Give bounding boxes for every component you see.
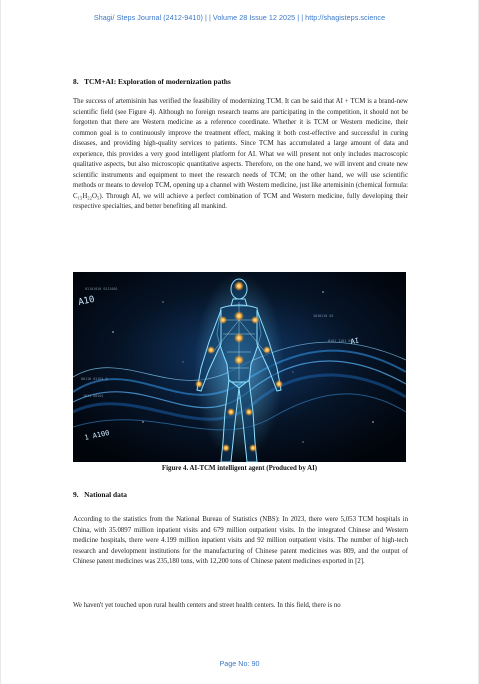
ai-body-illustration [73,272,406,462]
figure-label-a100: 1 A100 [83,428,111,442]
paragraph-national-data: According to the statistics from the National Bureau of Statistics (NBS): In 2023, there were 5,053 TCM hospitals in China, with 35.0897 million inpatient visits and 679 million outpatient visits. In the integrated Chinese and Western medicine hospitals, there were 4.199 million inpatient visits and 92 million outpatient visits. The number of high-tech research and development institutions for the manufacturing of Chinese patent medicines was 809, and the output of Chinese patent medicines was 235,180 tons, with 12,200 tons of Chinese patent medicines exported in [2]. [73,516,408,566]
page-number: Page No: 90 [219,659,260,668]
section-heading-9: 9. National data [73,490,127,499]
journal-header: Shagi/ Steps Journal (2412-9410) | | Volume 28 Issue 12 2025 | | http://shagisteps.science [93,13,386,22]
svg-text:1011 00101: 1011 00101 [83,394,104,398]
section-heading-8: 8. TCM+AI: Exploration of modernization paths [73,77,231,86]
svg-text:1010110 01: 1010110 01 [313,314,334,318]
figure-label-a10: A10 [77,294,96,308]
paragraph-tcm-ai: The success of artemisinin has verified the feasibility of modernizing TCM. It can be said that AI + TCM is a brand-new scientific field (see Figure 4). Although no foreign research teams are participating in the competition, it should not be forgotten that there are Western medicine as a reference coordinate. Whether it is TCM or Western medicine, their common goal is to continuously improve the treatment effect, making it both cost-effective and successful in curing diseases, and providing high-quality services to patients. Since TCM has accumulated a large amount of data and experience, this provides a very good intelligent platform for AI. What we will present not only includes macroscopic qualitative aspects, but also microscopic quantitative aspects. Therefore, on the one hand, we will invent and create new scientific instruments and equipment to meet the research needs of TCM; on the other hand, we will use scientific methods or means to develop TCM, opening up a channel with Western medicine, just like artemisinin (chemical formula: C₁₅H₂₂O₅). Through AI, we will achieve a perfect combination of TCM and Western medicine, fully developing their respective specialties, and better benefiting all mankind. [73,98,408,211]
journal-page [1,0,478,684]
svg-text:01101010 0111001: 01101010 0111001 [85,287,118,291]
figure-caption: Figure 4. AI-TCM intelligent agent (Produced by AI) [161,465,318,472]
paragraph-rural-health: We haven't yet touched upon rural health centers and street health centers. In this field, there is no [73,602,341,609]
svg-text:0101 1101 00: 0101 1101 00 [328,339,353,343]
svg-text:00110 01101 0: 00110 01101 0 [81,377,108,381]
figure-ai-tcm-agent [73,272,406,462]
figure-label-ai: AI [349,336,360,346]
